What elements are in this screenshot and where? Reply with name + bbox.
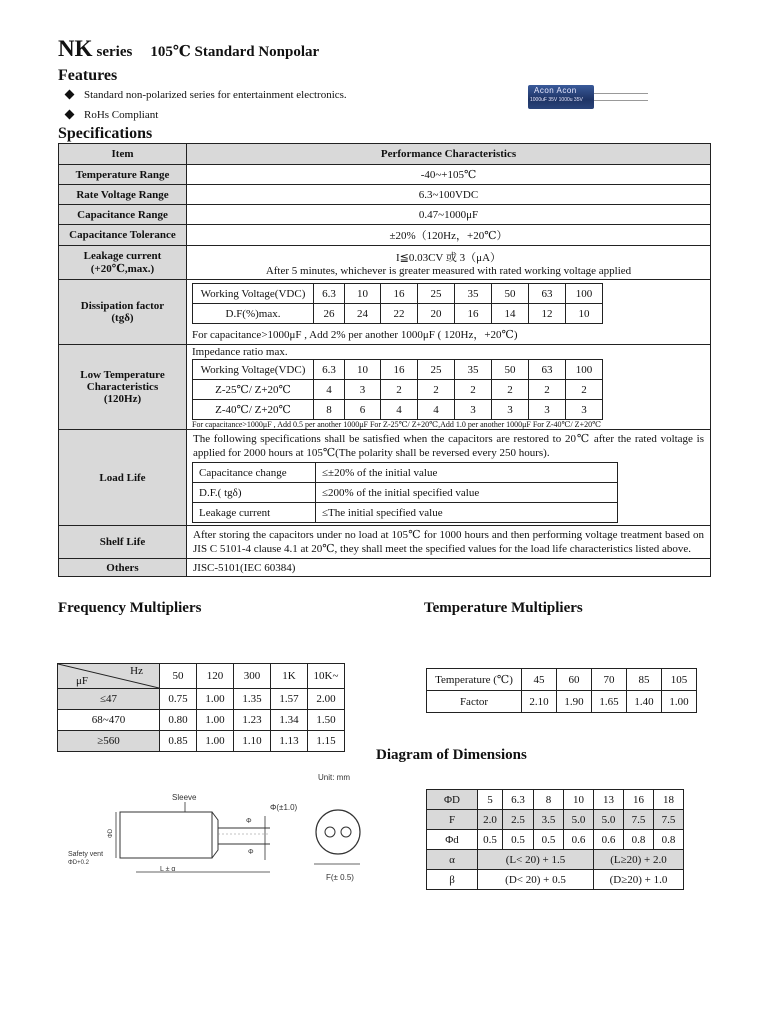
sleeve-label: Sleeve	[172, 793, 197, 802]
table-cell: 10K~	[308, 664, 345, 689]
table-cell: 35	[455, 360, 492, 380]
table-cell: 50	[492, 360, 529, 380]
table-cell: 2	[492, 380, 529, 400]
table-cell: 45	[522, 669, 557, 691]
table-cell: 2	[529, 380, 566, 400]
table-cell: Capacitance Range	[59, 205, 187, 225]
table-cell: 2	[455, 380, 492, 400]
df-table	[192, 283, 603, 324]
table-row	[427, 830, 684, 850]
series-word: series	[96, 44, 133, 60]
table-cell: -40~+105℃	[187, 165, 711, 185]
table-cell: 68~470	[58, 710, 160, 731]
table-cell: D.F(%)max.	[193, 304, 314, 324]
table-row	[58, 689, 345, 710]
table-row: Dissipation factor (tgδ) Working Voltage(VDC) 6.3 10 16 25 35 50 63 100 D.F(%)max. 26 24 22 20 16 14 12 10 For capacitance>1000μF , Add 2% per another 1000μF ( 120Hz，+20℃)	[59, 280, 711, 345]
table-cell: Z-40℃/ Z+20℃	[193, 400, 314, 420]
table-cell: 10	[345, 284, 381, 304]
table-cell: 10	[345, 360, 381, 380]
dimensions-table	[426, 789, 684, 890]
table-cell: ≤±20% of the initial value	[316, 463, 618, 483]
table-cell: 14	[492, 304, 529, 324]
table-cell: 85	[627, 669, 662, 691]
table-cell: 5.0	[564, 810, 594, 830]
table-cell: 5	[478, 790, 503, 810]
table-cell: Shelf Life	[59, 526, 187, 559]
table-cell: 105	[662, 669, 697, 691]
table-cell: 2.10	[522, 691, 557, 713]
table-cell: 100	[566, 284, 603, 304]
table-row	[427, 669, 697, 691]
table-row	[427, 850, 684, 870]
lowtemp-table	[192, 359, 603, 420]
bullet-icon	[65, 110, 75, 120]
table-cell: 6.3~100VDC	[187, 185, 711, 205]
table-cell: Load Life	[59, 430, 187, 526]
table-cell: 6.3	[503, 790, 534, 810]
svg-text:Φ: Φ	[246, 818, 252, 825]
series-name: NK	[58, 36, 93, 61]
table-cell: β	[427, 870, 478, 890]
table-cell: 0.6	[594, 830, 624, 850]
series-subtitle: 105℃ Standard Nonpolar	[150, 44, 320, 60]
table-cell: 50	[160, 664, 197, 689]
table-cell: 4	[381, 400, 418, 420]
lead-spacing-label: F(± 0.5)	[326, 873, 354, 882]
table-cell: Z-25℃/ Z+20℃	[193, 380, 314, 400]
table-cell: α	[427, 850, 478, 870]
table-cell: 16	[381, 360, 418, 380]
table-cell: 1.65	[592, 691, 627, 713]
table-cell: 1.00	[662, 691, 697, 713]
table-row	[427, 691, 697, 713]
table-row: Hz μF 50 120 300 1K 10K~	[58, 664, 345, 689]
table-cell: Working Voltage(VDC)	[193, 360, 314, 380]
table-cell: Φd	[427, 830, 478, 850]
table-cell: 70	[592, 669, 627, 691]
table-cell: 18	[654, 790, 684, 810]
frequency-multipliers-table	[57, 663, 345, 752]
table-row	[59, 205, 711, 225]
table-cell: 20	[418, 304, 455, 324]
table-cell: Performance Characteristics	[187, 144, 711, 165]
table-cell: 2	[566, 380, 603, 400]
table-cell: 0.5	[503, 830, 534, 850]
table-cell: 10	[564, 790, 594, 810]
table-row	[59, 165, 711, 185]
temperature-multipliers-heading: Temperature Multipliers	[424, 600, 583, 616]
table-row	[59, 185, 711, 205]
capacitor-image: Acon Acon 1000uF 35V 1000u 35V	[528, 85, 650, 109]
table-cell: 2.0	[478, 810, 503, 830]
table-cell: Working Voltage(VDC)	[193, 284, 314, 304]
svg-text:ΦD: ΦD	[108, 828, 114, 838]
table-cell: 0.75	[160, 689, 197, 710]
table-cell: (D≥20) + 1.0	[594, 870, 684, 890]
dimension-diagram	[60, 768, 370, 890]
table-cell: 2	[381, 380, 418, 400]
table-cell: Capacitance change	[193, 463, 316, 483]
table-cell: 16	[381, 284, 418, 304]
table-row	[59, 144, 711, 165]
table-row	[58, 710, 345, 731]
table-cell: 100	[566, 360, 603, 380]
lead-diameter-label: Φ(±1.0)	[270, 803, 298, 812]
frequency-multipliers-heading: Frequency Multipliers	[58, 600, 202, 616]
table-cell: Temperature (℃)	[427, 669, 522, 691]
table-cell: 0.85	[160, 731, 197, 752]
table-cell: 120	[197, 664, 234, 689]
table-row: Load Life The following specifications shall be satisfied when the capacitors are restored to 20℃ after the rated voltage is applied for 2000 hours at 105℃(The polarity shall be reversed every 250 hours). Capacitance change ≤±20% of the initial value D.F.( tgδ) ≤200% of the initial specified value Leakage current ≤The initial specified value	[59, 430, 711, 526]
table-cell: Others	[59, 559, 187, 577]
table-cell: 0.6	[564, 830, 594, 850]
table-row: Low Temperature Characteristics (120Hz) Impedance ratio max. Working Voltage(VDC) 6.3 10 16 25 35 50 63 100 Z-25℃/ Z+20℃ 4 3 2 2 2 2 2 2 Z-40℃/ Z+20℃ 8 6 4 4 3 3 3 3 For capacitance>1000μF , Add 0.5 per another 1000μF For Z-25℃/ Z+20℃,Add 1.0 per another 1000μF For Z-40℃/ Z+20℃	[59, 345, 711, 430]
table-cell: Rate Voltage Range	[59, 185, 187, 205]
table-cell: 1.15	[308, 731, 345, 752]
table-cell: 13	[594, 790, 624, 810]
table-cell: 2	[418, 380, 455, 400]
table-cell: 63	[529, 360, 566, 380]
table-cell: 26	[314, 304, 345, 324]
table-cell: 4	[314, 380, 345, 400]
table-cell: 3	[345, 380, 381, 400]
table-cell: (L≥20) + 2.0	[594, 850, 684, 870]
table-cell: 22	[381, 304, 418, 324]
page-title	[58, 36, 319, 62]
table-cell: ±20%（120Hz，+20℃）	[187, 225, 711, 246]
svg-text:ΦD+0.2: ΦD+0.2	[68, 860, 89, 866]
corner-diagonal	[58, 664, 159, 688]
table-cell: 60	[557, 669, 592, 691]
table-cell: 1.57	[271, 689, 308, 710]
table-cell: 6.3	[314, 284, 345, 304]
table-cell: ≤The initial specified value	[316, 503, 618, 523]
table-cell: 4	[418, 400, 455, 420]
table-cell: 0.8	[624, 830, 654, 850]
table-cell: 8	[314, 400, 345, 420]
table-cell: 35	[455, 284, 492, 304]
temperature-multipliers-table	[426, 668, 697, 713]
table-cell: ≤200% of the initial specified value	[316, 483, 618, 503]
table-cell: 0.5	[534, 830, 564, 850]
table-cell: 24	[345, 304, 381, 324]
safety-vent-label: Safety vent	[68, 851, 104, 858]
table-cell: 1.34	[271, 710, 308, 731]
table-cell: 2.5	[503, 810, 534, 830]
table-cell: 1.90	[557, 691, 592, 713]
table-cell: 10	[566, 304, 603, 324]
feature-item: RoHs Compliant	[66, 109, 158, 121]
table-cell: ΦD	[427, 790, 478, 810]
table-cell: 12	[529, 304, 566, 324]
svg-text:Φ: Φ	[248, 849, 254, 856]
table-cell: D.F.( tgδ)	[193, 483, 316, 503]
table-cell: F	[427, 810, 478, 830]
table-cell: JISC-5101(IEC 60384)	[187, 559, 711, 577]
table-cell: After storing the capacitors under no load at 105℃ for 1000 hours and then performing voltage treatment based on JIS C 5101-4 clause 4.1 at 20℃, they shall meet the specified values for the load life characteristics listed above.	[187, 526, 711, 559]
table-cell: 16	[624, 790, 654, 810]
table-cell: Item	[59, 144, 187, 165]
table-row	[59, 225, 711, 246]
table-cell: 8	[534, 790, 564, 810]
table-row: Leakage current (+20℃,max.) I≦0.03CV 或 3（μA） After 5 minutes, whichever is greater measured with rated working voltage applied	[59, 246, 711, 280]
table-cell: 25	[418, 284, 455, 304]
unit-label: Unit: mm	[318, 773, 350, 782]
table-cell: 1.23	[234, 710, 271, 731]
table-cell: 1K	[271, 664, 308, 689]
specifications-table	[58, 143, 711, 577]
table-cell: 3	[529, 400, 566, 420]
table-cell: 6.3	[314, 360, 345, 380]
table-cell: 0.5	[478, 830, 503, 850]
specifications-heading: Specifications	[58, 125, 153, 142]
table-cell: 1.00	[197, 731, 234, 752]
table-row	[59, 559, 711, 577]
table-cell: 1.35	[234, 689, 271, 710]
dimensions-heading: Diagram of Dimensions	[376, 747, 527, 763]
table-cell: 3	[492, 400, 529, 420]
table-cell: 1.13	[271, 731, 308, 752]
table-cell: 0.8	[654, 830, 684, 850]
end-view-circle	[316, 810, 360, 854]
table-cell: 16	[455, 304, 492, 324]
table-cell: 25	[418, 360, 455, 380]
table-cell: 3.5	[534, 810, 564, 830]
table-cell: Capacitance Tolerance	[59, 225, 187, 246]
leakage-label: Leakage current (+20℃,max.)	[59, 246, 187, 280]
loadlife-table	[192, 462, 618, 523]
table-cell: 1.00	[197, 689, 234, 710]
table-cell: 3	[455, 400, 492, 420]
table-cell: 3	[566, 400, 603, 420]
table-cell: 1.50	[308, 710, 345, 731]
table-cell: (D< 20) + 0.5	[478, 870, 594, 890]
table-cell: 0.47~1000μF	[187, 205, 711, 225]
table-cell: ≤47	[58, 689, 160, 710]
capacitor-body-outline	[120, 812, 212, 858]
table-cell: Temperature Range	[59, 165, 187, 185]
table-cell: 1.10	[234, 731, 271, 752]
table-cell: 50	[492, 284, 529, 304]
features-heading: Features	[58, 67, 118, 84]
table-cell: 7.5	[654, 810, 684, 830]
table-cell: 6	[345, 400, 381, 420]
table-row	[59, 526, 711, 559]
table-cell: (L< 20) + 1.5	[478, 850, 594, 870]
table-cell: 7.5	[624, 810, 654, 830]
table-cell: 0.80	[160, 710, 197, 731]
table-cell: 63	[529, 284, 566, 304]
table-cell: 1.40	[627, 691, 662, 713]
table-cell: 300	[234, 664, 271, 689]
table-row	[427, 870, 684, 890]
table-cell: ≥560	[58, 731, 160, 752]
bullet-icon	[65, 90, 75, 100]
table-row	[58, 731, 345, 752]
table-row	[427, 810, 684, 830]
svg-text:L ± α: L ± α	[160, 866, 176, 873]
table-cell: Leakage current	[193, 503, 316, 523]
table-cell: 1.00	[197, 710, 234, 731]
table-cell: 5.0	[594, 810, 624, 830]
feature-item: Standard non-polarized series for entertainment electronics.	[66, 89, 347, 101]
table-cell: Factor	[427, 691, 522, 713]
table-row	[427, 790, 684, 810]
table-cell: 2.00	[308, 689, 345, 710]
